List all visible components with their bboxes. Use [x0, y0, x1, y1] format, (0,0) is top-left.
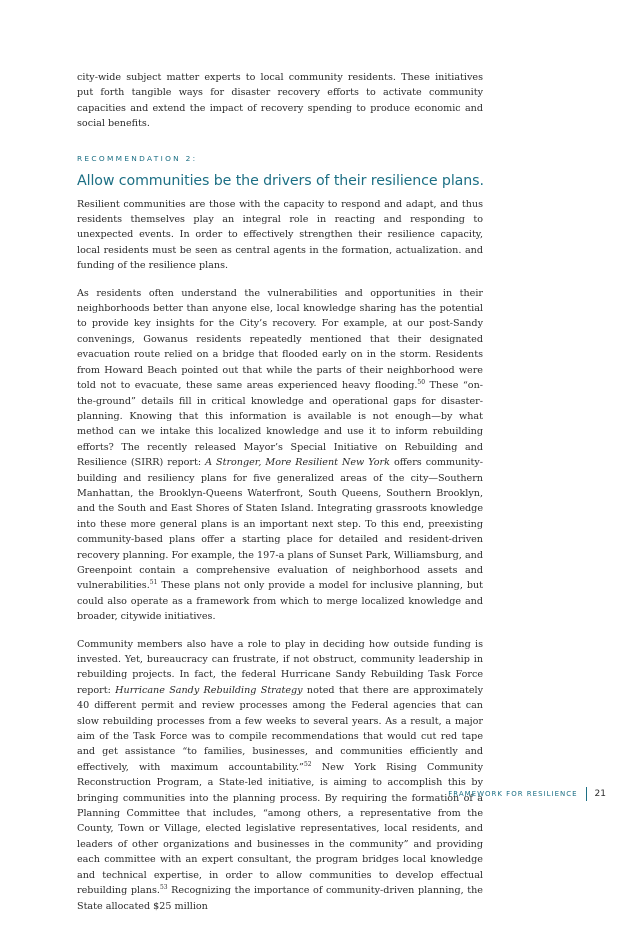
recommendation-title: Allow communities be the drivers of their resilience plans. [77, 172, 484, 189]
page-footer [448, 787, 606, 801]
paragraph-local-knowledge [77, 286, 483, 625]
footnote-ref: 52 [303, 760, 312, 768]
footnote-ref: 50 [417, 378, 426, 386]
paragraph-community-funding [77, 637, 483, 914]
intro-paragraph: city-wide subject matter experts to local community residents. These initiatives put forth tangible ways for disaster recovery efforts to activate community capacities and extend the impact of recovery spending to produce economic and social benefits. [77, 72, 483, 130]
strategy-title: Hurricane Sandy Rebuilding Strategy [115, 684, 303, 696]
paragraph-resilient-communities: Resilient communities are those with the capacity to respond and adapt, and thus residents themselves play an integral role in reacting and responding to unexpected events. In order to effectively strengthen their resilience capacity, local residents must be seen as central agents in the formation, actualization. and funding of the resilience plans. [77, 198, 483, 272]
footnote-ref: 53 [159, 883, 168, 891]
paragraph-text: These plans not only provide a model for inclusive planning, but could also operate as a framework from which to merge localized knowledge and broader, citywide initiatives. [77, 580, 483, 623]
footer-divider [586, 787, 587, 801]
report-title: A Stronger, More Resilient New York [205, 457, 390, 469]
footer-section-title: FRAMEWORK FOR RESILIENCE [448, 790, 578, 798]
paragraph-text: Recognizing the importance of community-driven planning, the State allocated $25 million [77, 885, 483, 912]
page-number: 21 [594, 789, 606, 799]
paragraph-text: As residents often understand the vulnerabilities and opportunities in their neighborhoods better than anyone else, local knowledge sharing has the potential to provide key insights for the City’s recovery. For example, at our post-Sandy convenings, Gowanus residents repeatedly mentioned that their designated evacuation route relied on a bridge that flooded early on in the storm. Residents from Howard Beach pointed out that while the parts of their neighborhood were told not to evacuate, these same areas experienced heavy flooding. [77, 287, 483, 392]
paragraph-text: noted that there are approximately 40 different permit and review processes among the Federal agencies that can slow rebuilding processes from a few weeks to several years. As a result, a major aim of the Task Force was to compile recommendations that would cut red tape and get assistance “to families, businesses, and communities efficiently and effectively, with maximum accountability.” [77, 684, 483, 773]
paragraph-text: These “on-the-ground” details fill in critical knowledge and operational gaps for disaster-planning. Knowing that this information is available is not enough—by what method can we intake this localized knowledge and use it to inform rebuilding efforts? The recently released Mayor’s Special Initiative on Rebuilding and Resilience (SIRR) report: [77, 380, 483, 469]
paragraph-text: offers community-building and resiliency plans for five generalized areas of the city—Southern Manhattan, the Brooklyn-Queens Waterfront, South Queens, Southern Brooklyn, and the South and East Shores of Staten Island. Integrating grassroots knowledge into these more general plans is an important next step. To this end, preexisting community-based plans offer a starting place for detailed and resident-driven recovery planning. For example, the 197-a plans of Sunset Park, Williamsburg, and Greenpoint contain a comprehensive evaluation of neighborhood assets and vulnerabilities. [77, 457, 484, 592]
paragraph-text: Community members also have a role to play in deciding how outside funding is invested. Yet, bureaucracy can frustrate, if not obstruct, community leadership in rebuilding projects. In fact, the federal Hurricane Sandy Rebuilding Task Force report: [77, 638, 483, 696]
page-body [77, 70, 483, 926]
recommendation-label: RECOMMENDATION 2: [77, 153, 198, 163]
footnote-ref: 51 [149, 579, 158, 587]
paragraph-text: New York Rising Community Reconstruction Program, a State-led initiative, is aiming to accomplish this by bringing communities into the planning process. By requiring the formation of a Planning Committee that includes, “among others, a representative from the County, Town or Village, elected legislative representatives, local residents, and leaders of other organizations and businesses in the community” and providing each committee with an expert consultant, the program bridges local knowledge and technical expertise, in order to allow communities to develop effectual rebuilding plans. [77, 761, 484, 897]
